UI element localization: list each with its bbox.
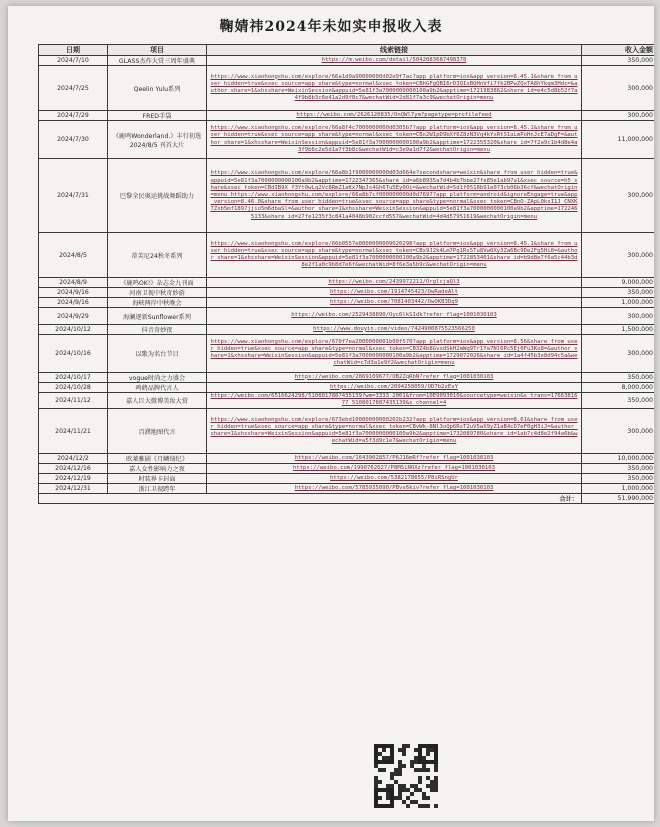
row-project: 欧莱雅剧《月鳞绮纪》 [108, 454, 207, 464]
row-link[interactable]: https://weibo.com/1990762027/P8MSiNOXz?refer_flag=1001030103 [207, 464, 582, 474]
row-amount: 300,000 [582, 111, 655, 121]
row-date: 2024/11/21 [39, 409, 108, 454]
row-amount: 1,500,000 [582, 324, 655, 334]
row-link[interactable]: https://weibo.com/2094258059/OD7b2zEvY [207, 382, 582, 392]
table-row [39, 324, 655, 334]
row-link[interactable]: https://www.xiaohongshu.com/explore/673ebd10000000000202b232?app_platform=ios&app_version=8.61&share_from_user_hidden=true&xsec_source=app_share&type=normal&xsec_token=CBvWk-8Nl3oQp6RsT2uV5wX9yZ1aB4cD7eF0gH3iJ=&author_share=1&xhsshare=WeixinSession&appuid=5e81f3a7000000000100a9b2&apptime=1732089780&share_id=1ab7c4d8e2f94a6b&wechatWid=a5f3d9c1e7&wechatOrigin=menu [207, 409, 582, 454]
row-project: 以歌为名台节目 [108, 334, 207, 372]
total-label: 合计： [39, 494, 582, 504]
table-row [39, 121, 655, 159]
row-date: 2024/10/28 [39, 382, 108, 392]
row-project: Qeelin Yulu系列 [108, 66, 207, 111]
row-date: 2024/9/16 [39, 298, 108, 308]
document-title: 鞠婧祎2024年未如实申报收入表 [219, 19, 443, 35]
table-row [39, 288, 655, 298]
row-amount: 350,000 [582, 392, 655, 408]
row-link[interactable]: https://weibo.com/6516624298/5108017887435139?wm=3333_2001&from=10E9093010&sourcetype=weixin&s_trans=1766381677_5108017887435139&s_channel=4 [207, 392, 582, 408]
row-date: 2024/10/17 [39, 372, 108, 382]
row-amount: 1,000,000 [582, 484, 655, 494]
table-row [39, 409, 655, 454]
row-project: GLASS杰作大赏三周年盛典 [108, 56, 207, 66]
row-amount: 300,000 [582, 66, 655, 111]
row-date: 2024/10/12 [39, 324, 108, 334]
row-project: 嘉人巨大微博美妆大赏 [108, 392, 207, 408]
row-project: 《鹿鸣Wonderland.》丰行初选 2024/8/5 刊首大片 [108, 121, 207, 159]
row-project: 百濮地图代言 [108, 409, 207, 454]
row-amount: 350,000 [582, 464, 655, 474]
row-project: 河南卫视中秋奇妙游 [108, 288, 207, 298]
header-amount: 收入金额 [582, 45, 655, 56]
table-row [39, 484, 655, 494]
qr-code-icon [374, 744, 438, 808]
row-link[interactable]: https://m.weibo.com/detail/5042083687498378 [207, 56, 582, 66]
row-project: vogue时尚之力盛会 [108, 372, 207, 382]
header-link: 线索链接 [207, 45, 582, 56]
row-link[interactable]: https://www.xiaohongshu.com/explore/66a8b1f9000000000d03d664e?secondshare=weixin&share_from_user_hidden=true&appuid=5e81f3a7000000000100a9b2&apptime=1722347365&share_id=a6b8935a7d4b4b7bbe27fe85e1ab97a1&xsec_source=h5_share&xsec_token=CBdIB9X_f3Yt0wLq2Vc8RmZ1aKx7NpJs4Gh6Tu5Ey0Oi=&wechatWid=5d1f0518b91e073cb06b36cf&wechatOrigin=menu https://www.xiaohongshu.com/explore/66a8b7cf000000000d0d7697?app_platform=android&ignoreEngage=true&app_version=8.46.0&share_from_user_hidden=true&xsec_source=app_share&type=normal&xsec_token=CBnO-ZApL0ksI1J_CNXK7Zsb5mf1897jjio5m6dbaSl=&author_share=1&xhsshare=WeixinSession&appuid=5e81f3a7000000000100a9b2&apptime=1722465133&share_id=27fe1235f3c841a4048b902ccfd557&wechatWid=4d4d57951619&wechatOrigin=menu [207, 159, 582, 233]
row-link[interactable]: https://weibo.com/2529438890/Oyc6lkSIdk?refer_flag=1001030103 [207, 308, 582, 324]
row-project: 嘉人女性影响力之夜 [108, 464, 207, 474]
row-link[interactable]: https://weibo.com/2626120835/OnQWl7ym?pagetype=profilefeed [207, 111, 582, 121]
row-date: 2024/10/16 [39, 334, 108, 372]
row-project: 海澜逐新Sunflower系列 [108, 308, 207, 324]
row-project: 时装界卡封面 [108, 474, 207, 484]
row-link[interactable]: https://www.xiaohongshu.com/explore/66a1d9a90000000d02e9f7ac?app_platform=ios&app_version=8.45.1&share_from_user_hidden=true&xsec_source=app_share&type=normal&xsec_token=CBhGFgQBI6rD3QIxBQHnVfi7fk2BPwZQxTA8hYkqm3Hdc=&author_share=1&xhsshare=WeixinSession&appuid=5e81f3a7000000000100a9b2&apptime=1721983862&share_id=e4c5d8b52f7a4f9b8b3c6e41a2d9f0c7&wechatWid=2d81f7a3c9&wechatOrigin=menu [207, 66, 582, 111]
table-row [39, 464, 655, 474]
row-project: 浙江卫视跨年 [108, 484, 207, 494]
row-link[interactable]: https://www.xiaohongshu.com/explore/670f7ea2000000001b00f570?app_platform=ios&app_version=8.56&share_from_user_hidden=true&xsec_source=app_share&type=normal&xsec_token=CB3Z4b8GvxdSkH2mWq9Tr1Ya7Nl6Pc5Ej0Fu3Ko8=&author_share=1&xhsshare=WeixinSession&appuid=5e81f3a7000000000100a9b2&apptime=1729072026&share_id=1a4f45b3e8d94c5a&wechatWid=c7d3a1e9f2&wechatOrigin=menu [207, 334, 582, 372]
row-amount: 11,000,000 [582, 121, 655, 159]
table-row [39, 298, 655, 308]
row-amount: 300,000 [582, 233, 655, 278]
row-link[interactable]: https://www.xiaohongshu.com/explore/66a8f4c7000000000d0305b7?app_platform=ios&app_version=8.45.1&share_from_user_hidden=true&xsec_source=app_share&type=normal&xsec_token=CBo2W1pD9bXf6Z8zN3Vq4kYxRtS1uLmPoHnJcE7aDgF=&author_share=1&xhsshare=WeixinSession&appuid=5e81f3a7000000000100a9b2&apptime=1722355320&share_id=7f2a9c1b4d8e4a3f9b6c2e5d1a7f3b8c&wechatWid=c3e9a1d7f2&wechatOrigin=menu [207, 121, 582, 159]
row-link[interactable]: https://weibo.com/5785935090/PBvs6kiv?refer_flag=1001030103 [207, 484, 582, 494]
row-project: 《鹿鸣OK!》杂志金九刊面 [108, 278, 207, 288]
row-amount: 350,000 [582, 372, 655, 382]
row-project: 海峡两岸中秋晚会 [108, 298, 207, 308]
row-date: 2024/9/29 [39, 308, 108, 324]
table-row [39, 474, 655, 484]
row-project: 蒂芙尼24秋冬系列 [108, 233, 207, 278]
row-project: 鸣鹤品牌代言人 [108, 382, 207, 392]
row-link[interactable]: https://weibo.com/1914745423/OwRadeAlt [207, 288, 582, 298]
row-link[interactable]: https://weibo.com/2869109677/OB2ZqRbN?refer_flag=1001030103 [207, 372, 582, 382]
row-amount: 300,000 [582, 159, 655, 233]
row-link[interactable]: https://weibo.com/7081403442/OwOKB3Dq9 [207, 298, 582, 308]
row-date: 2024/12/2 [39, 454, 108, 464]
header-project: 项目 [108, 45, 207, 56]
total-amount: 51,990,000 [582, 494, 655, 504]
income-table [38, 44, 654, 504]
row-date: 2024/8/9 [39, 278, 108, 288]
row-link[interactable]: https://weibo.com/1643902857/P6J16mRf?refer_flag=1001030103 [207, 454, 582, 464]
row-date: 2024/7/25 [39, 66, 108, 111]
table-row [39, 56, 655, 66]
row-date: 2024/8/5 [39, 233, 108, 278]
row-date: 2024/12/19 [39, 474, 108, 484]
table-row [39, 111, 655, 121]
row-link[interactable]: https://weibo.com/2439972211/OrglcjaQl3 [207, 278, 582, 288]
table-header-row [39, 45, 655, 56]
document-page [8, 6, 654, 821]
row-link[interactable]: https://weibo.com/5382178655/P8iRSngUr [207, 474, 582, 484]
table-row [39, 66, 655, 111]
row-date: 2024/12/16 [39, 464, 108, 474]
row-amount: 350,000 [582, 474, 655, 484]
row-date: 2024/7/10 [39, 56, 108, 66]
row-date: 2024/7/29 [39, 111, 108, 121]
table-row [39, 392, 655, 408]
row-amount: 10,000,000 [582, 454, 655, 464]
table-row [39, 233, 655, 278]
row-date: 2024/12/31 [39, 484, 108, 494]
table-row [39, 372, 655, 382]
row-amount: 300,000 [582, 409, 655, 454]
total-row [39, 494, 655, 504]
row-date: 2024/7/30 [39, 121, 108, 159]
row-project: 抖音奇妙夜 [108, 324, 207, 334]
row-amount: 350,000 [582, 56, 655, 66]
row-amount: 300,000 [582, 334, 655, 372]
row-date: 2024/11/12 [39, 392, 108, 408]
table-row [39, 159, 655, 233]
row-project: 巴黎全民奥运挑战舞蹈助力 [108, 159, 207, 233]
row-project: FRED手袋 [108, 111, 207, 121]
row-date: 2024/9/16 [39, 288, 108, 298]
table-row [39, 308, 655, 324]
table-row [39, 334, 655, 372]
row-amount: 1,000,000 [582, 298, 655, 308]
row-link[interactable]: https://www.xiaohongshu.com/explore/66b0557e0000000009020298?app_platform=ios&app_version=8.45.1&share_from_user_hidden=true&xsec_source=app_share&type=normal&xsec_token=CBx9J2k4Lm7Pq1Rs5Tu8Vw0Xy3Za6Bc9De2Fg5Hi8=&author_share=1&xhsshare=WeixinSession&appuid=5e81f3a7000000000100a9b2&apptime=1722853401&share_id=b9d8e7f6a5c44b3d8e2f1a0c9b8d7e6f&wechatWid=8f6e3a5b9c&wechatOrigin=menu [207, 233, 582, 278]
header-date: 日期 [39, 45, 108, 56]
row-amount: 300,000 [582, 308, 655, 324]
table-row [39, 278, 655, 288]
row-amount: 9,000,000 [582, 278, 655, 288]
row-link[interactable]: https://www.douyin.com/video/7424900875523566250 [207, 324, 582, 334]
row-date: 2024/7/31 [39, 159, 108, 233]
table-row [39, 382, 655, 392]
row-amount: 8,000,000 [582, 382, 655, 392]
table-row [39, 454, 655, 464]
row-amount: 350,000 [582, 288, 655, 298]
